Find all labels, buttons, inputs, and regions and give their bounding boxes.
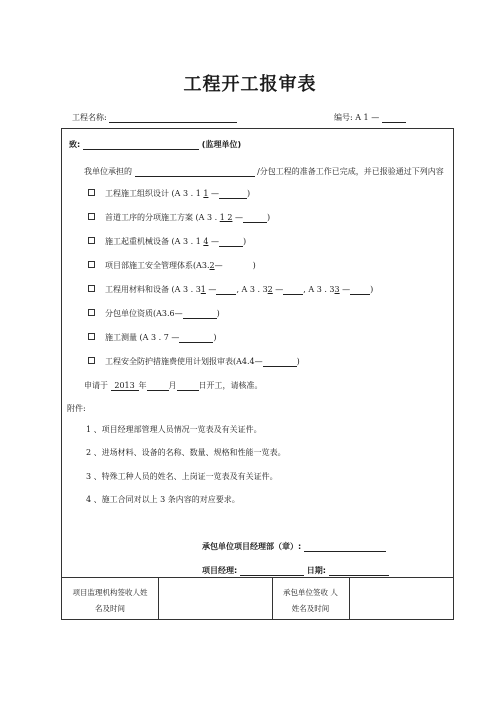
apply-row: 申请于 2013 年 月 日开工，请核准。 <box>84 381 263 390</box>
pm-field[interactable] <box>240 566 304 576</box>
number-row <box>334 112 406 123</box>
item-number-field[interactable] <box>179 333 213 343</box>
date-field[interactable] <box>329 566 389 576</box>
number-label: 编号: A 1 — <box>334 113 380 122</box>
to-prefix: 致: <box>69 140 81 149</box>
project-scope-field[interactable] <box>135 167 255 177</box>
item-number-field[interactable] <box>216 285 236 295</box>
checklist-item: 施工测量 (A 3 . 7 — ) <box>88 333 216 343</box>
checklist-item: 工程施工组织设计 (A 3 . 1 1 — ) <box>88 189 250 199</box>
item-number-field[interactable] <box>243 213 267 223</box>
contractor-sign-field[interactable] <box>349 585 453 617</box>
item-number-field[interactable] <box>219 189 247 199</box>
supervisor-sign-field[interactable] <box>158 585 272 617</box>
contractor-dept-field[interactable] <box>304 542 386 552</box>
pm-row <box>202 566 389 576</box>
apply-year-field[interactable]: 2013 <box>111 381 139 391</box>
item-number-field[interactable] <box>219 237 243 247</box>
checklist-item: 工程用材料和设备 (A 3 . 31 — , A 3 . 32 — , A 3 . 33 — ) <box>88 285 373 295</box>
checklist-item: 工程安全防护措施费使用计划报审表(A4.4— ) <box>88 357 300 367</box>
footer-divider <box>62 577 453 578</box>
attachments-label: 附件: <box>67 404 86 413</box>
checklist-item: 项目部施工安全管理体系(A3.2— ) <box>88 261 256 271</box>
checklist-item: 首道工序的分项施工方案 (A 3 . 1 2 — ) <box>88 213 270 223</box>
supervisor-unit-field[interactable] <box>83 140 199 150</box>
intro-suffix: /分包工程的准备工作已完成，并已报验通过下列内容 <box>257 167 444 176</box>
checkbox[interactable] <box>88 189 95 196</box>
number-field[interactable] <box>382 113 406 123</box>
pm-label: 项目经理: <box>202 566 238 575</box>
apply-day-field[interactable] <box>177 381 199 391</box>
apply-prefix: 申请于 <box>84 381 108 390</box>
supervisor-sign-label: 项目监理机构签收人姓 名及时间 <box>72 588 148 613</box>
item-number-field[interactable] <box>350 285 370 295</box>
checklist-item: 分包单位资质(A3.6— ) <box>88 309 220 319</box>
attachment-item: 3 、特殊工种人员的姓名、上岗证一览表及有关证件。 <box>86 472 278 481</box>
checkbox[interactable] <box>88 357 95 364</box>
item-number-field[interactable] <box>283 285 303 295</box>
attachment-item: 1 、项目经理部管理人员情况一览表及有关证件。 <box>86 425 262 434</box>
item-number-field[interactable] <box>183 309 217 319</box>
to-suffix: (监理单位) <box>201 140 242 149</box>
attachment-item: 4 、施工合同对以上 3 条内容的对应要求。 <box>86 495 240 504</box>
contractor-dept-row <box>202 542 386 552</box>
checkbox[interactable] <box>88 333 95 340</box>
to-row <box>69 140 241 150</box>
intro-prefix: 我单位承担的 <box>84 167 132 176</box>
item-number-field[interactable] <box>263 357 297 367</box>
checkbox[interactable] <box>88 261 95 268</box>
checkbox[interactable] <box>88 213 95 220</box>
checkbox[interactable] <box>88 237 95 244</box>
checklist-item: 施工起重机械设备 (A 3 . 1 4 — ) <box>88 237 246 247</box>
project-name-label: 工程名称: <box>72 113 107 122</box>
date-label: 日期: <box>306 566 326 575</box>
checkbox[interactable] <box>88 309 95 316</box>
apply-month-field[interactable] <box>147 381 169 391</box>
contractor-dept-label: 承包单位项目经理部（章）: <box>202 542 302 551</box>
intro-row <box>84 167 444 177</box>
form-box <box>61 128 454 620</box>
project-name-field[interactable] <box>109 113 237 123</box>
project-name-row <box>72 112 237 123</box>
attachment-item: 2 、进场材料、设备的名称、数量、规格和性能一览表。 <box>86 448 286 457</box>
checkbox[interactable] <box>88 285 95 292</box>
form-title: 工程开工报审表 <box>183 74 317 95</box>
contractor-sign-label: 承包单位签收 人 姓名及时间 <box>283 588 338 613</box>
